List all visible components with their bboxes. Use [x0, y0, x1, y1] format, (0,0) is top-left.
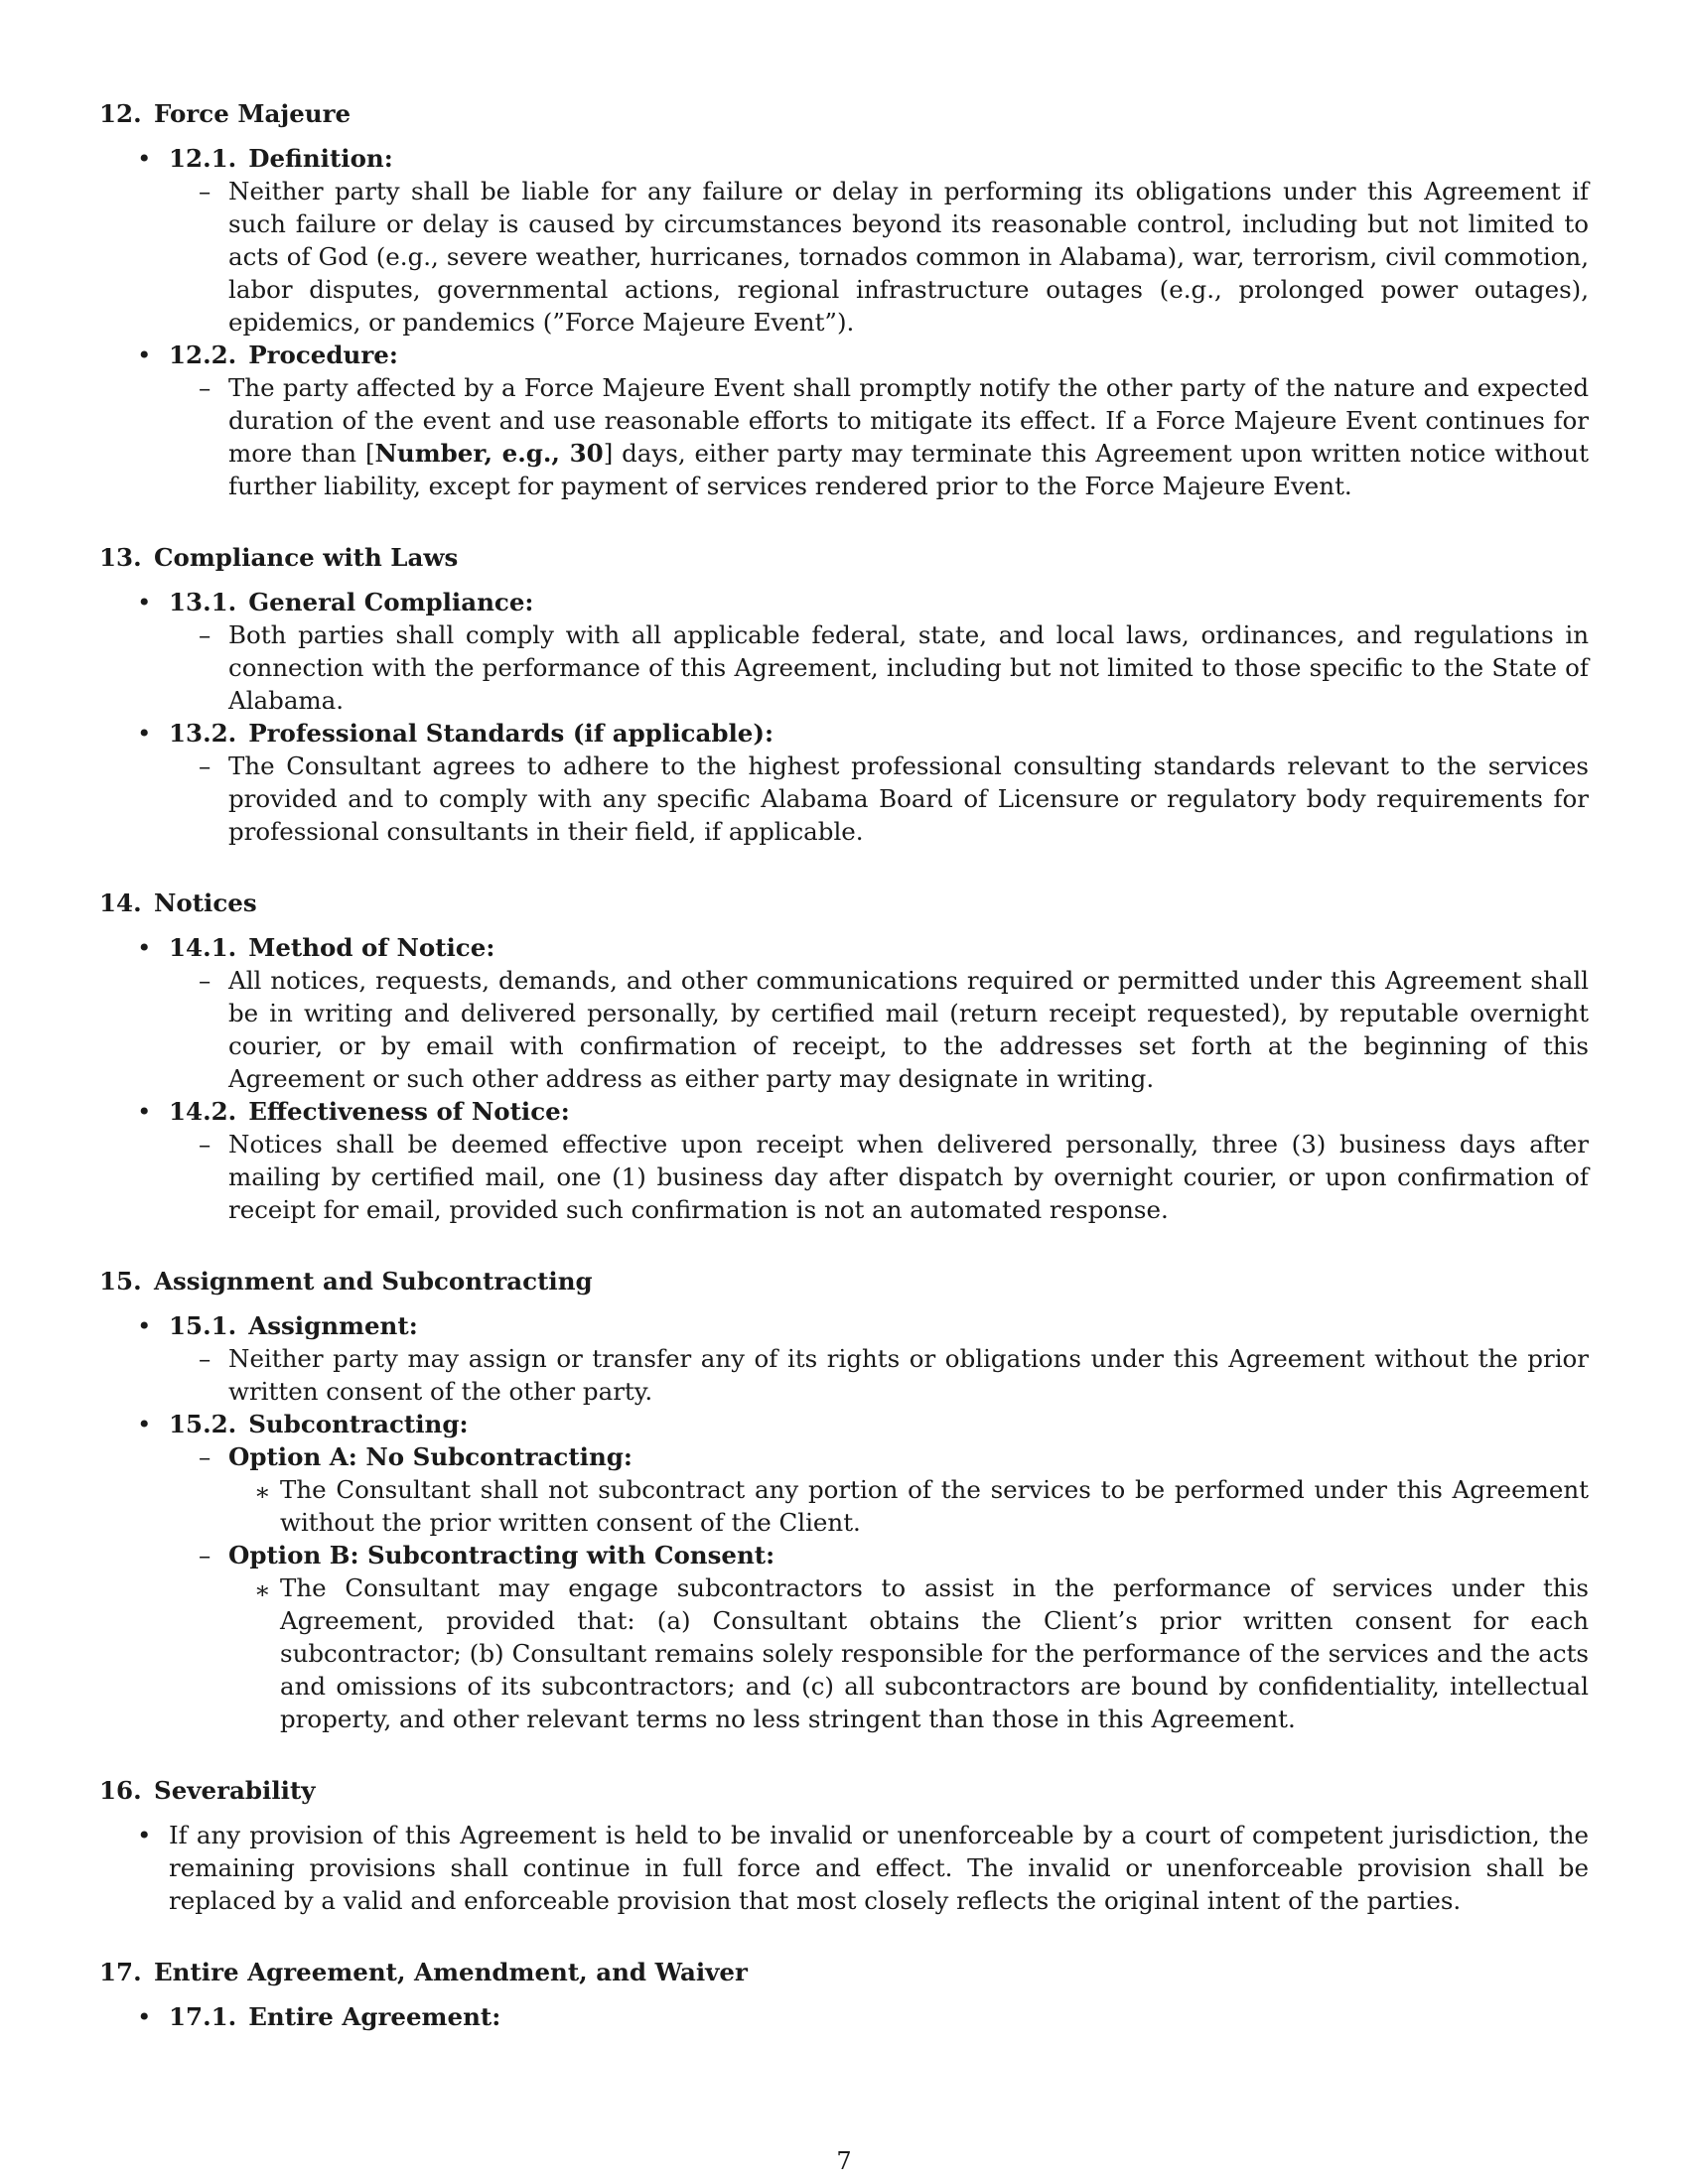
section-17 [99, 1956, 1589, 2033]
section-13 [99, 541, 1589, 848]
section-14 [99, 887, 1589, 1226]
page-number: 7 [836, 2147, 852, 2175]
item-14-2-text: – Notices shall be deemed effective upon receipt when delivered personally, three (3) business days after mailing by certified mail, one (1) business day after dispatch by overnight courier, or upon confirmation of receipt for email, provided such confirmation is not an automated response. [199, 1130, 1589, 1224]
item-14-1: • 14.1. Method of Notice: – All notices, requests, demands, and other communications required or permitted under this Agreement shall be in writing and delivered personally, by certified mail (return receipt requested), by reputable overnight courier, or by email with confirmation of receipt, to the addresses set forth at the beginning of this Agreement or such other address as either party may designate in writing. [137, 933, 1589, 1093]
item-12-2-text: – The party affected by a Force Majeure Event shall promptly notify the other party of the nature and expected duration of the event and use reasonable efforts to mitigate its effect. If a Force Majeure Event continues for more than [Number, e.g., 30] days, either party may terminate this Agreement upon written notice without further liability, except for payment of services rendered prior to the Force Majeure Event. [199, 373, 1589, 500]
section-16-title: 16. Severability [99, 1776, 316, 1805]
item-15-1-text: – Neither party may assign or transfer any of its rights or obligations under this Agreement without the prior written consent of the other party. [199, 1344, 1589, 1406]
item-12-2: • 12.2. Procedure: – The party affected by a Force Majeure Event shall promptly notify the other party of the nature and expected duration of the event and use reasonable efforts to mitigate its effect. If a Force Majeure Event continues for more than [Number, e.g., 30] days, either party may terminate this Agreement upon written notice without further liability, except for payment of services rendered prior to the Force Majeure Event. [137, 341, 1589, 500]
option-a-text: ∗ The Consultant shall not subcontract any portion of the services to be performed under this Agreement without the prior written consent of the Client. [254, 1475, 1589, 1537]
item-12-1: • 12.1. Definition: – Neither party shall be liable for any failure or delay in performing its obligations under this Agreement if such failure or delay is caused by circumstances beyond its reasonable control, including but not limited to acts of God (e.g., severe weather, hurricanes, tornados common in Alabama), war, terrorism, civil commotion, labor disputes, governmental actions, regional infrastructure outages (e.g., prolonged power outages), epidemics, or pandemics (”Force Majeure Event”). [137, 144, 1589, 337]
section-15-title: 15. Assignment and Subcontracting [99, 1267, 593, 1296]
option-b: – Option B: Subcontracting with Consent: ∗ The Consultant may engage subcontractors to assist in the performance of services under this Agreement, provided that: (a) Consultant obtains the Client’s prior written consent for each subcontractor; (b) Consultant remains solely responsible for the performance of the services and the acts and omissions of its subcontractors; and (c) all subcontractors are bound by confidentiality, intellectual property, and other relevant terms no less stringent than those in this Agreement. [199, 1541, 1589, 1733]
item-17-1: • 17.1. Entire Agreement: [137, 2002, 501, 2031]
item-14-2: • 14.2. Effectiveness of Notice: – Notices shall be deemed effective upon receipt when delivered personally, three (3) business days after mailing by certified mail, one (1) business day after dispatch by overnight courier, or upon confirmation of receipt for email, provided such confirmation is not an automated response. [137, 1097, 1589, 1224]
section-12 [99, 97, 1589, 502]
item-13-2-text: – The Consultant agrees to adhere to the highest professional consulting standards relevant to the services provided and to comply with any specific Alabama Board of Licensure or regulatory body requirements for professional consultants in their field, if applicable. [199, 751, 1589, 846]
section-15 [99, 1265, 1589, 1735]
option-b-text: ∗ The Consultant may engage subcontractors to assist in the performance of services under this Agreement, provided that: (a) Consultant obtains the Client’s prior written consent for each subcontractor; (b) Consultant remains solely responsible for the performance of the services and the acts and omissions of its subcontractors; and (c) all subcontractors are bound by confidentiality, intellectual property, and other relevant terms no less stringent than those in this Agreement. [254, 1573, 1589, 1733]
section-13-title: 13. Compliance with Laws [99, 543, 459, 572]
item-13-1: • 13.1. General Compliance: – Both parties shall comply with all applicable federal, state, and local laws, ordinances, and regulations in connection with the performance of this Agreement, including but not limited to those specific to the State of Alabama. [137, 588, 1589, 715]
item-15-1: • 15.1. Assignment: – Neither party may assign or transfer any of its rights or obligations under this Agreement without the prior written consent of the other party. [137, 1311, 1589, 1406]
section-17-title: 17. Entire Agreement, Amendment, and Waiver [99, 1958, 748, 1986]
section-12-title: 12. Force Majeure [99, 99, 352, 128]
placeholder-days: Number, e.g., 30 [374, 439, 604, 468]
item-13-2: • 13.2. Professional Standards (if applicable): – The Consultant agrees to adhere to the highest professional consulting standards relevant to the services provided and to comply with any specific Alabama Board of Licensure or regulatory body requirements for professional consultants in their field, if applicable. [137, 719, 1589, 846]
item-13-1-text: – Both parties shall comply with all applicable federal, state, and local laws, ordinances, and regulations in connection with the performance of this Agreement, including but not limited to those specific to the State of Alabama. [199, 620, 1589, 715]
section-14-title: 14. Notices [99, 888, 257, 917]
item-16-text: • If any provision of this Agreement is held to be invalid or unenforceable by a court of competent jurisdiction, the remaining provisions shall continue in full force and effect. The invalid or unenforceable provision shall be replaced by a valid and enforceable provision that most closely reflects the original intent of the parties. [137, 1821, 1589, 1915]
item-12-1-text: – Neither party shall be liable for any failure or delay in performing its obligations under this Agreement if such failure or delay is caused by circumstances beyond its reasonable control, including but not limited to acts of God (e.g., severe weather, hurricanes, tornados common in Alabama), war, terrorism, civil commotion, labor disputes, governmental actions, regional infrastructure outages (e.g., prolonged power outages), epidemics, or pandemics (”Force Majeure Event”). [199, 177, 1589, 337]
item-15-2: • 15.2. Subcontracting: – Option A: No Subcontracting: ∗ The Consultant shall not subcontract any portion of the services to be performed under this Agreement without the prior written consent of the Client. – Option B: Subcontracting with Consent: ∗ The Consultant may engage subcontractors to assist in the performance of services under this Agreement, provided that: (a) Consultant obtains the Client’s prior written consent for each subcontractor; (b) Consultant remains solely responsible for the performance of the services and the acts and omissions of its subcontractors; and (c) all subcontractors are bound by confidentiality, intellectual property, and other relevant terms no less stringent than those in this Agreement. [137, 1410, 1589, 1733]
document-page [99, 97, 1589, 2072]
item-14-1-text: – All notices, requests, demands, and other communications required or permitted under this Agreement shall be in writing and delivered personally, by certified mail (return receipt requested), by reputable overnight courier, or by email with confirmation of receipt, to the addresses set forth at the beginning of this Agreement or such other address as either party may designate in writing. [199, 966, 1589, 1093]
section-16 [99, 1774, 1589, 1917]
option-a: – Option A: No Subcontracting: ∗ The Consultant shall not subcontract any portion of the services to be performed under this Agreement without the prior written consent of the Client. [199, 1442, 1589, 1537]
